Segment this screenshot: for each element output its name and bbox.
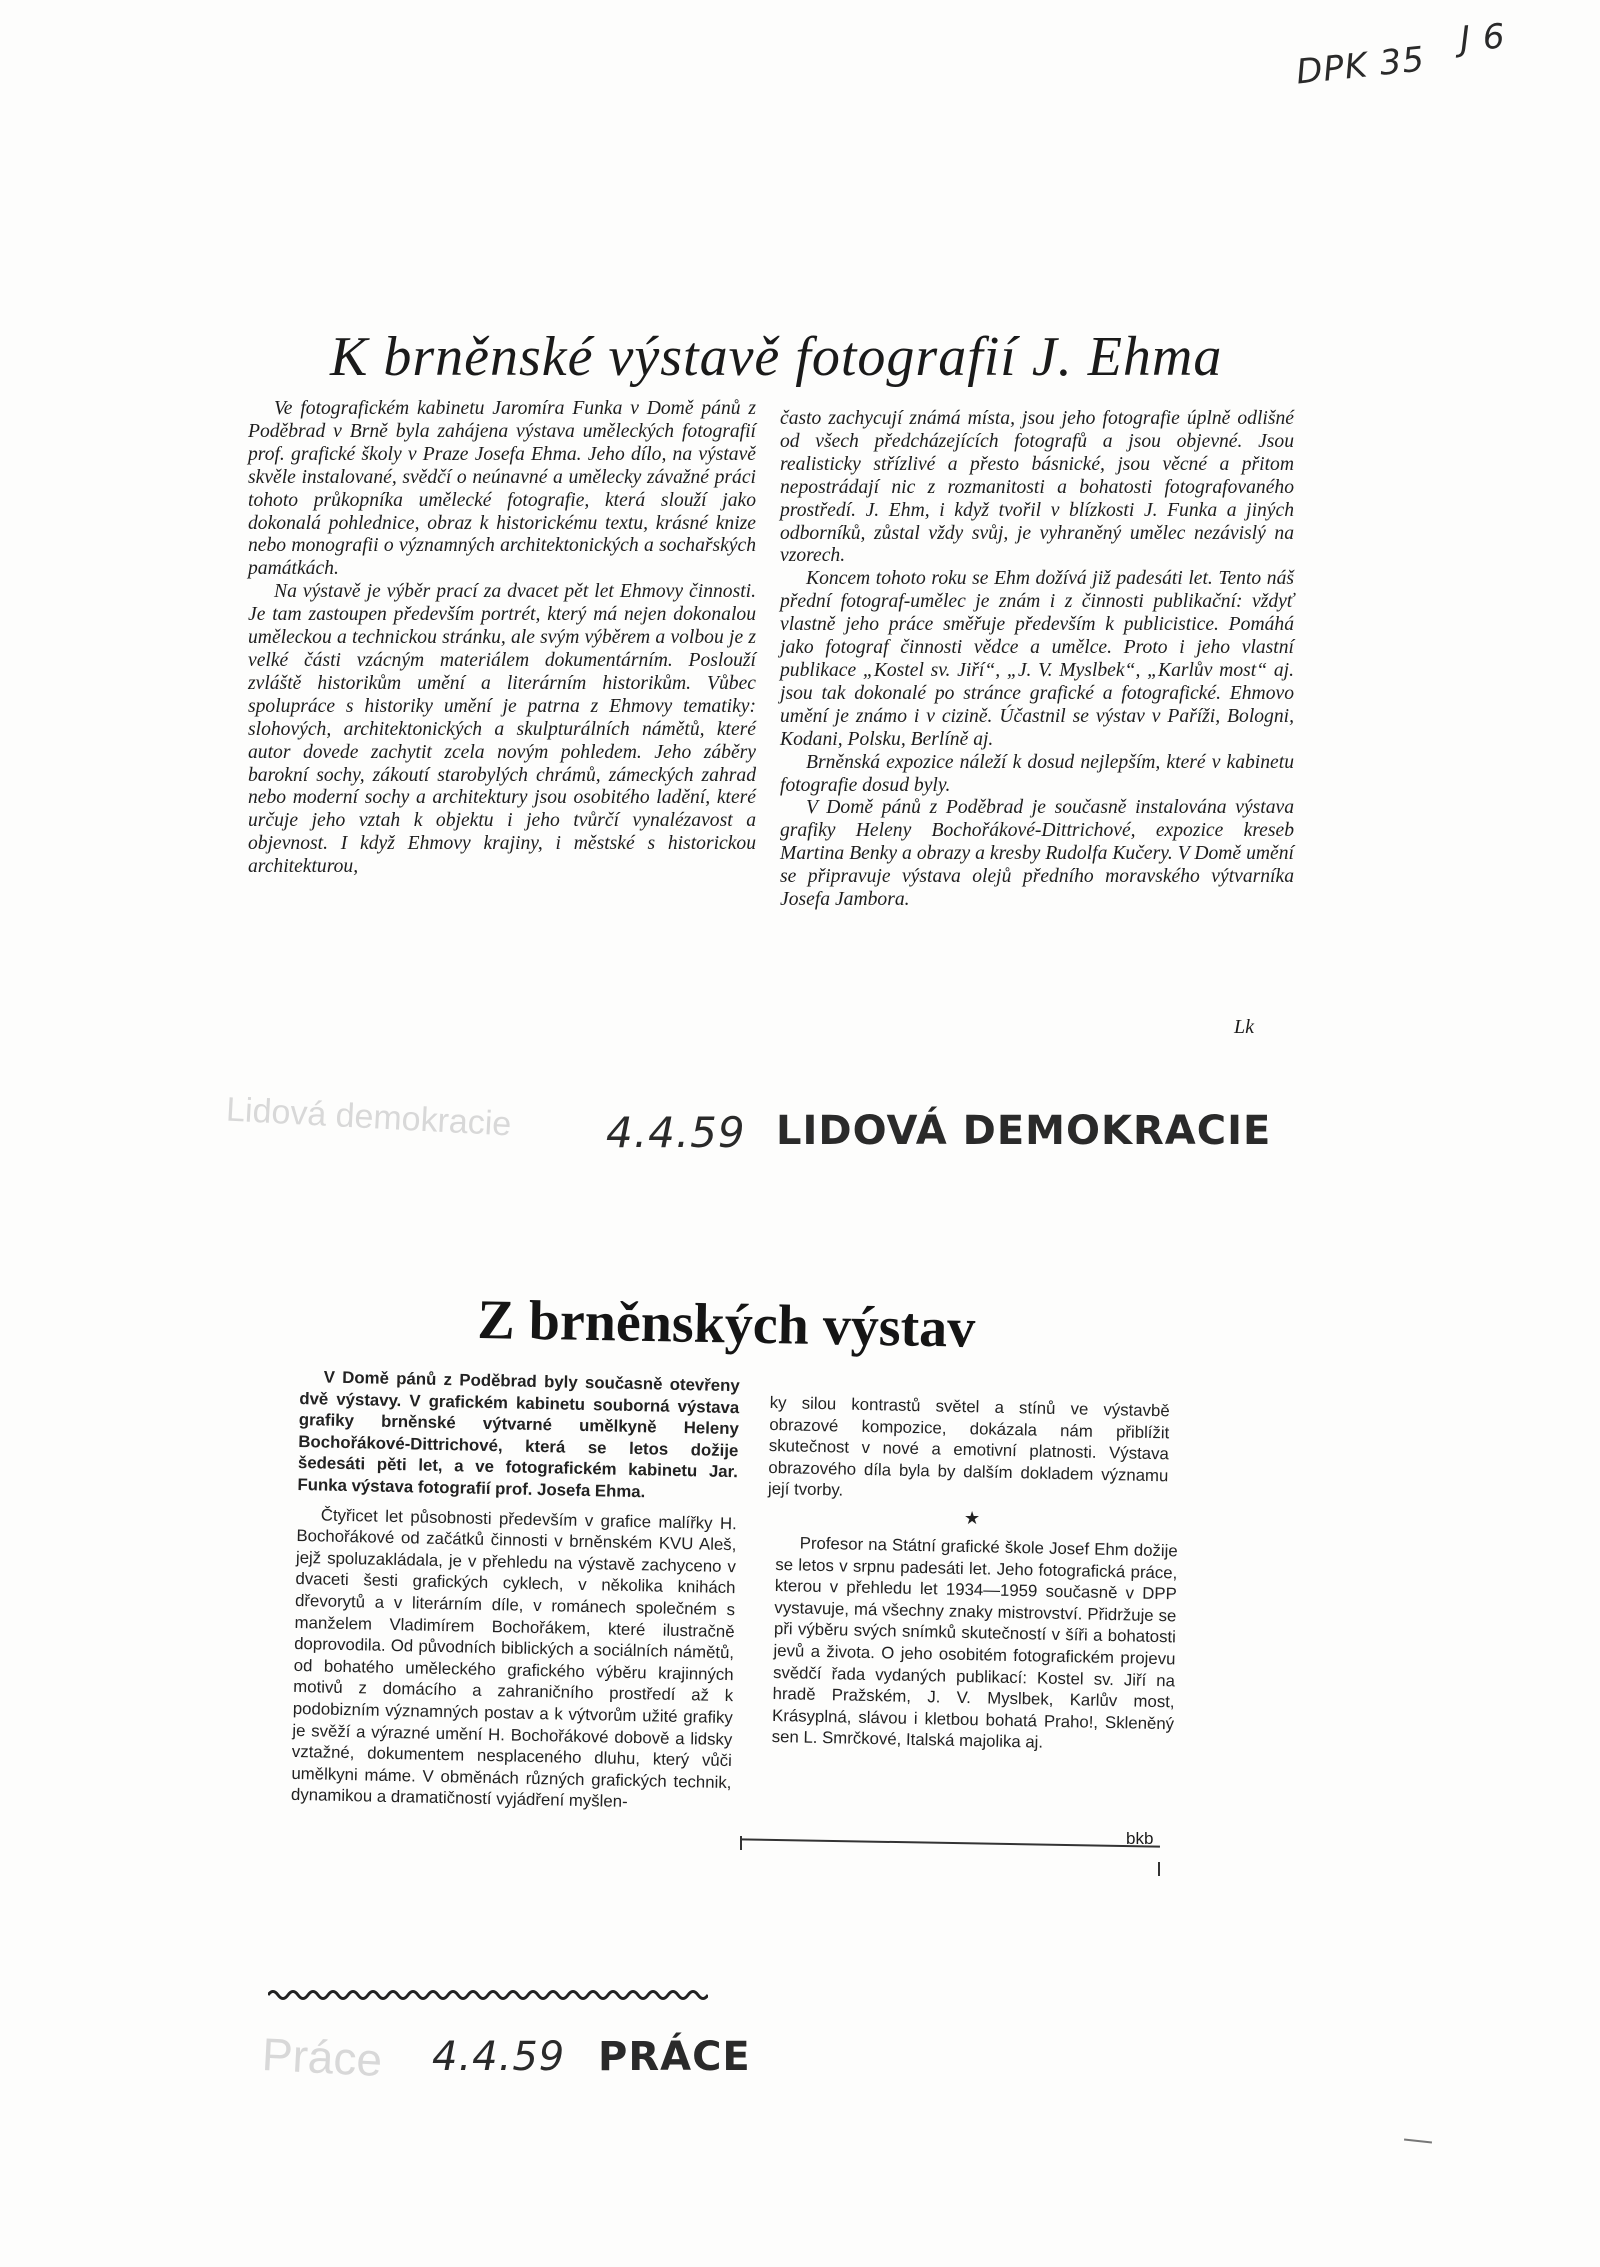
article1-col2-para-1: často zachycují známá místa, jsou jeho fotografie úplně odlišné od všech předcházejících fotografů a jsou objevné. Jsou realisticky střízlivé a přesto básnické, jsou věcné a přitom nepostrádají nic z rozmanitosti a bohatosti fotografovaného prostředí. J. Ehm, i když tvořil v blízkosti J. Funka a jiných odborníků, zůstal vždy svůj, je vyhraněný umělec nezávislý na vzorech.: [780, 408, 1294, 567]
article2-signature: bkb: [1126, 1829, 1154, 1848]
article1-col2-para-3: Brněnská expozice náleží k dosud nejlepším, které v kabinetu fotografie dosud byly.: [780, 751, 1294, 796]
torn-edge-line: [268, 1988, 708, 2002]
article2-col1-body: Čtyřicet let působnosti především v grafice malířky H. Bochořákové od začátků činnosti v brněnském KVU Aleš, jejž spoluzakládala, je v přehledu na výstavě zachyceno v dvaceti šesti grafických cyklech, v několika knihách dřevorytů a v literárním díle, v románech společném s manželem Vladimírem Bochořákem, které ilustračně doprovodila. Od původních biblických a sociálních námětů, od bohatého uměleckého grafického výběru krajinných motivů z domácího a zahraničního prostředí až k podobizním významných postav a k výtvorům užité grafiky je svěží a výrazné umění H. Bochořákové dobově a lidsky vztažné, dokumentem nesplaceného dluhu, který vůči umělkyni máme. V obměnách různých grafických technik, dynamikou a dramatičností vyjádření myšlen-: [290, 1505, 738, 1812]
article1-col1-para-1: Ve fotografickém kabinetu Jaromíra Funka v Domě pánů z Poděbrad v Brně byla zahájena výstava uměleckých fotografií prof. grafické školy v Praze Josefa Ehma. Jeho dílo, na výstavě skvěle instalované, svědčí o neúnavné a umělecky závažné práci tohoto průkopníka umělecké fotografie, která slouží jako dokonalá pohlednice, obraz k historickému textu, krásné knize nebo monografii o významných architektonických a sochařských památkách.: [248, 398, 756, 580]
article2-column-2-bottom: [771, 1532, 1177, 1756]
clip1-source: LIDOVÁ DEMOKRACIE: [776, 1108, 1272, 1154]
article1-title: K brněnské výstavě fotografií J. Ehma: [330, 326, 1223, 388]
clip2-faint-stamp: Práce: [260, 2027, 384, 2087]
article1-signature: Lk: [1234, 1016, 1254, 1038]
article1-col1-para-2: Na výstavě je výběr prací za dvacet pět let Ehmovy činnosti. Je tam zastoupen především portrét, který má nejen dokonalou uměleckou a technickou stránku, ale svým výběrem a volbou je z velké části vzácným materiálem dokumentárním. Poslouží zvláště historikům umění a literárním historikům. Vůbec spolupráce s historiky umění je patrna z Ehmovy tematiky: slohových, architektonických a skulpturálních námětů, které autor dovede zachytit zcela novým pohledem. Jeho záběry barokní sochy, zákoutí starobylých chrámů, zámeckých zahrad nebo moderní sochy a architektury jsou osobitého ladění, které určuje jeho vztah k objektu i jeho tvůrčí vynalézavost a objevnost. I když Ehmovy krajiny, i městské s historickou architekturou,: [248, 581, 756, 878]
article2-col2-bottom-text: Profesor na Státní grafické škole Josef Ehm dožije se letos v srpnu padesáti let. Jeho fotografická práce, kterou v přehledu let 1934—1959 současně v DPP vystavuje, má všechny znaky mistrovství. Přidržuje se při výběru svých snímků skutečností v šíři a bohatosti jevů a života. O jeho osobitém fotografickém projevu svědčí řada vydaných publikací: Kostel sv. Jiří na hradě Pražském, J. V. Myslbek, Karlův most, Krásyplná, slávou i kletbou bohatá Praho!, Skleněný sen L. Smrčkové, Italská majolika aj.: [771, 1533, 1178, 1752]
article1-column-2: [780, 408, 1294, 912]
clip1-date: 4.4.59: [606, 1108, 746, 1157]
clip-edge-rule: [740, 1838, 1160, 1847]
article1-column-1: [248, 398, 756, 879]
article1-col2-para-2: Koncem tohoto roku se Ehm dožívá již padesáti let. Tento náš přední fotograf-umělec je znám i z činnosti publikační: vždyť vlastně jeho práce směřuje především k publicistice. Pomáhá jako fotograf činnosti vědce a umělce. Proto i jeho vlastní publikace „Kostel sv. Jiří“, „J. V. Myslbek“, „Karlův most“ aj. jsou tak dokonalé po stránce grafické a fotografické. Ehmovo umění je známo i v cizině. Účastnil se výstav v Paříži, Bologni, Kodani, Polsku, Berlíně aj.: [780, 568, 1294, 750]
clip-edge-tick-right: [1158, 1862, 1160, 1876]
archive-number: J 6: [1458, 16, 1507, 60]
clip1-faint-stamp: Lidová demokracie: [225, 1090, 513, 1144]
clip2-date: 4.4.59: [432, 2034, 566, 2080]
clip2-source: PRÁCE: [598, 2034, 751, 2080]
article2-column-1: [291, 1366, 740, 1815]
article1-col2-para-4: V Domě pánů z Poděbrad je současně instalována výstava grafiky Heleny Bochořákové-Dittrichové, expozice kreseb Martina Benky a obrazy a kresby Rudolfa Kučery. V Domě umění se připravuje výstava olejů předního moravského výtvarníka Josefa Jambora.: [780, 797, 1294, 911]
corner-mark: [1404, 2139, 1432, 2144]
clip-edge-tick-left: [740, 1836, 742, 1850]
article2-col2-top-text: ky silou kontrastů světel a stínů ve výstavbě obrazové kompozice, dokázala nám přiblížit skutečnost v nové a emotivní platnosti. Výstava obrazového díla byla by dalším dokladem významu její tvorby.: [767, 1392, 1170, 1500]
article2-column-2-top: [768, 1392, 1170, 1508]
article2-title: Z brněnských výstav: [476, 1288, 976, 1360]
article2-lead: V Domě pánů z Poděbrad byly současně otevřeny dvě výstavy. V grafickém kabinetu souborná výstava grafiky brněnské výtvarné umělkyně Heleny Bochořákové-Dittrichové, která se letos dožije šedesáti pěti let, a ve fotografickém kabinetu Jar. Funka výstava fotografií prof. Josefa Ehma.: [297, 1367, 740, 1502]
archive-code: DPK 35: [1294, 39, 1427, 93]
star-separator-icon: ★: [964, 1508, 981, 1529]
